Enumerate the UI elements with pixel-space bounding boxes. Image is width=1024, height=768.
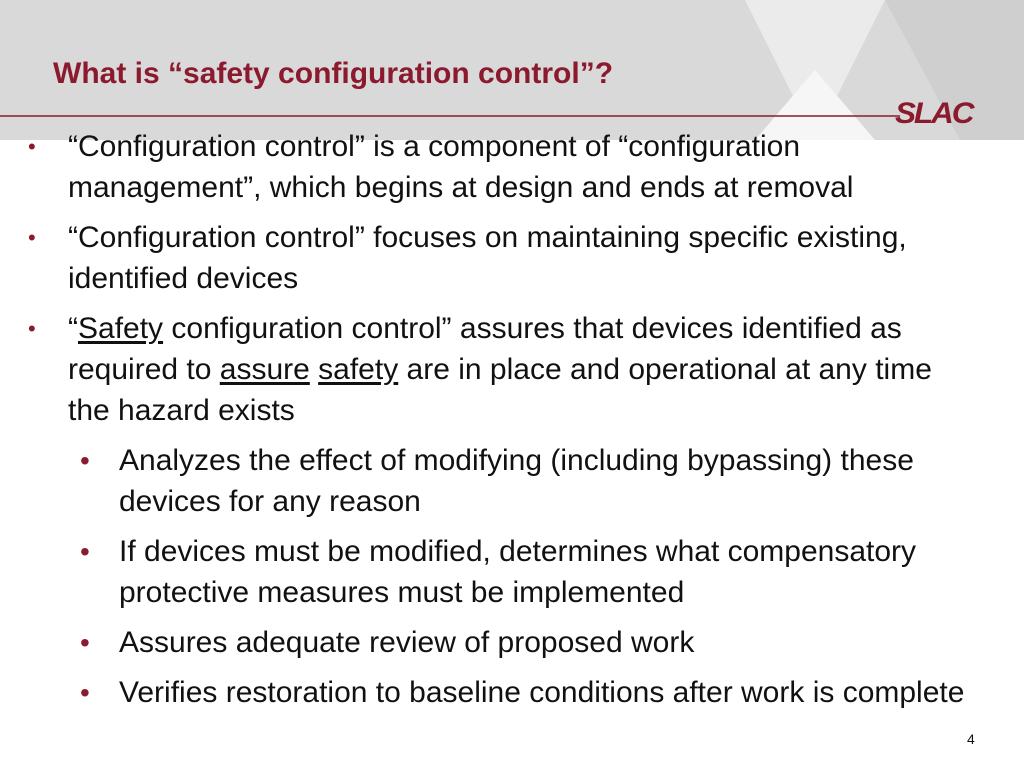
bullet-item [0, 217, 973, 299]
bullet-dot-icon: • [80, 445, 90, 476]
bullet-dot-icon: • [80, 677, 90, 708]
slac-logo: SLAC [895, 97, 973, 130]
page-number: 4 [967, 731, 975, 747]
bullet-text: “Configuration control” focuses on maintaining specific existing, identified devices [68, 221, 907, 295]
bullet-text: “ [68, 312, 78, 345]
underlined-text: Safety [78, 312, 164, 345]
underlined-text: safety [318, 353, 399, 386]
bullet-dot-icon: • [28, 225, 36, 250]
bullet-text: “Configuration control” is a component of “configuration management”, which begins at design and ends at removal [68, 130, 854, 204]
slide-title: What is “safety configuration control”? [53, 57, 614, 90]
bullet-list [0, 126, 1024, 722]
bullet-dot-icon: • [28, 134, 36, 159]
bullet-text: If devices must be modified, determines what compensatory protective measures must be implemented [119, 535, 917, 609]
bullet-text: are in place and operational at any time the hazard exists [68, 353, 932, 427]
sub-bullet-item [0, 622, 999, 663]
sub-bullet-item [0, 531, 999, 613]
bullet-text: Verifies restoration to baseline conditions after work is complete [119, 676, 965, 709]
bullet-text: configuration control” assures that devices identified as required to [68, 312, 902, 386]
bullet-dot-icon: • [28, 316, 36, 341]
bullet-dot-icon: • [80, 627, 90, 658]
bullet-text: Analyzes the effect of modifying (including bypassing) these devices for any reason [119, 444, 914, 518]
sub-bullet-item [0, 440, 999, 522]
sub-bullet-item [0, 672, 999, 713]
bullet-text: Assures adequate review of proposed work [119, 626, 695, 659]
bullet-item [0, 308, 973, 431]
bullet-text [310, 353, 318, 386]
underlined-text: assure [219, 353, 310, 386]
bullet-dot-icon: • [80, 536, 90, 567]
bullet-item [0, 126, 973, 208]
